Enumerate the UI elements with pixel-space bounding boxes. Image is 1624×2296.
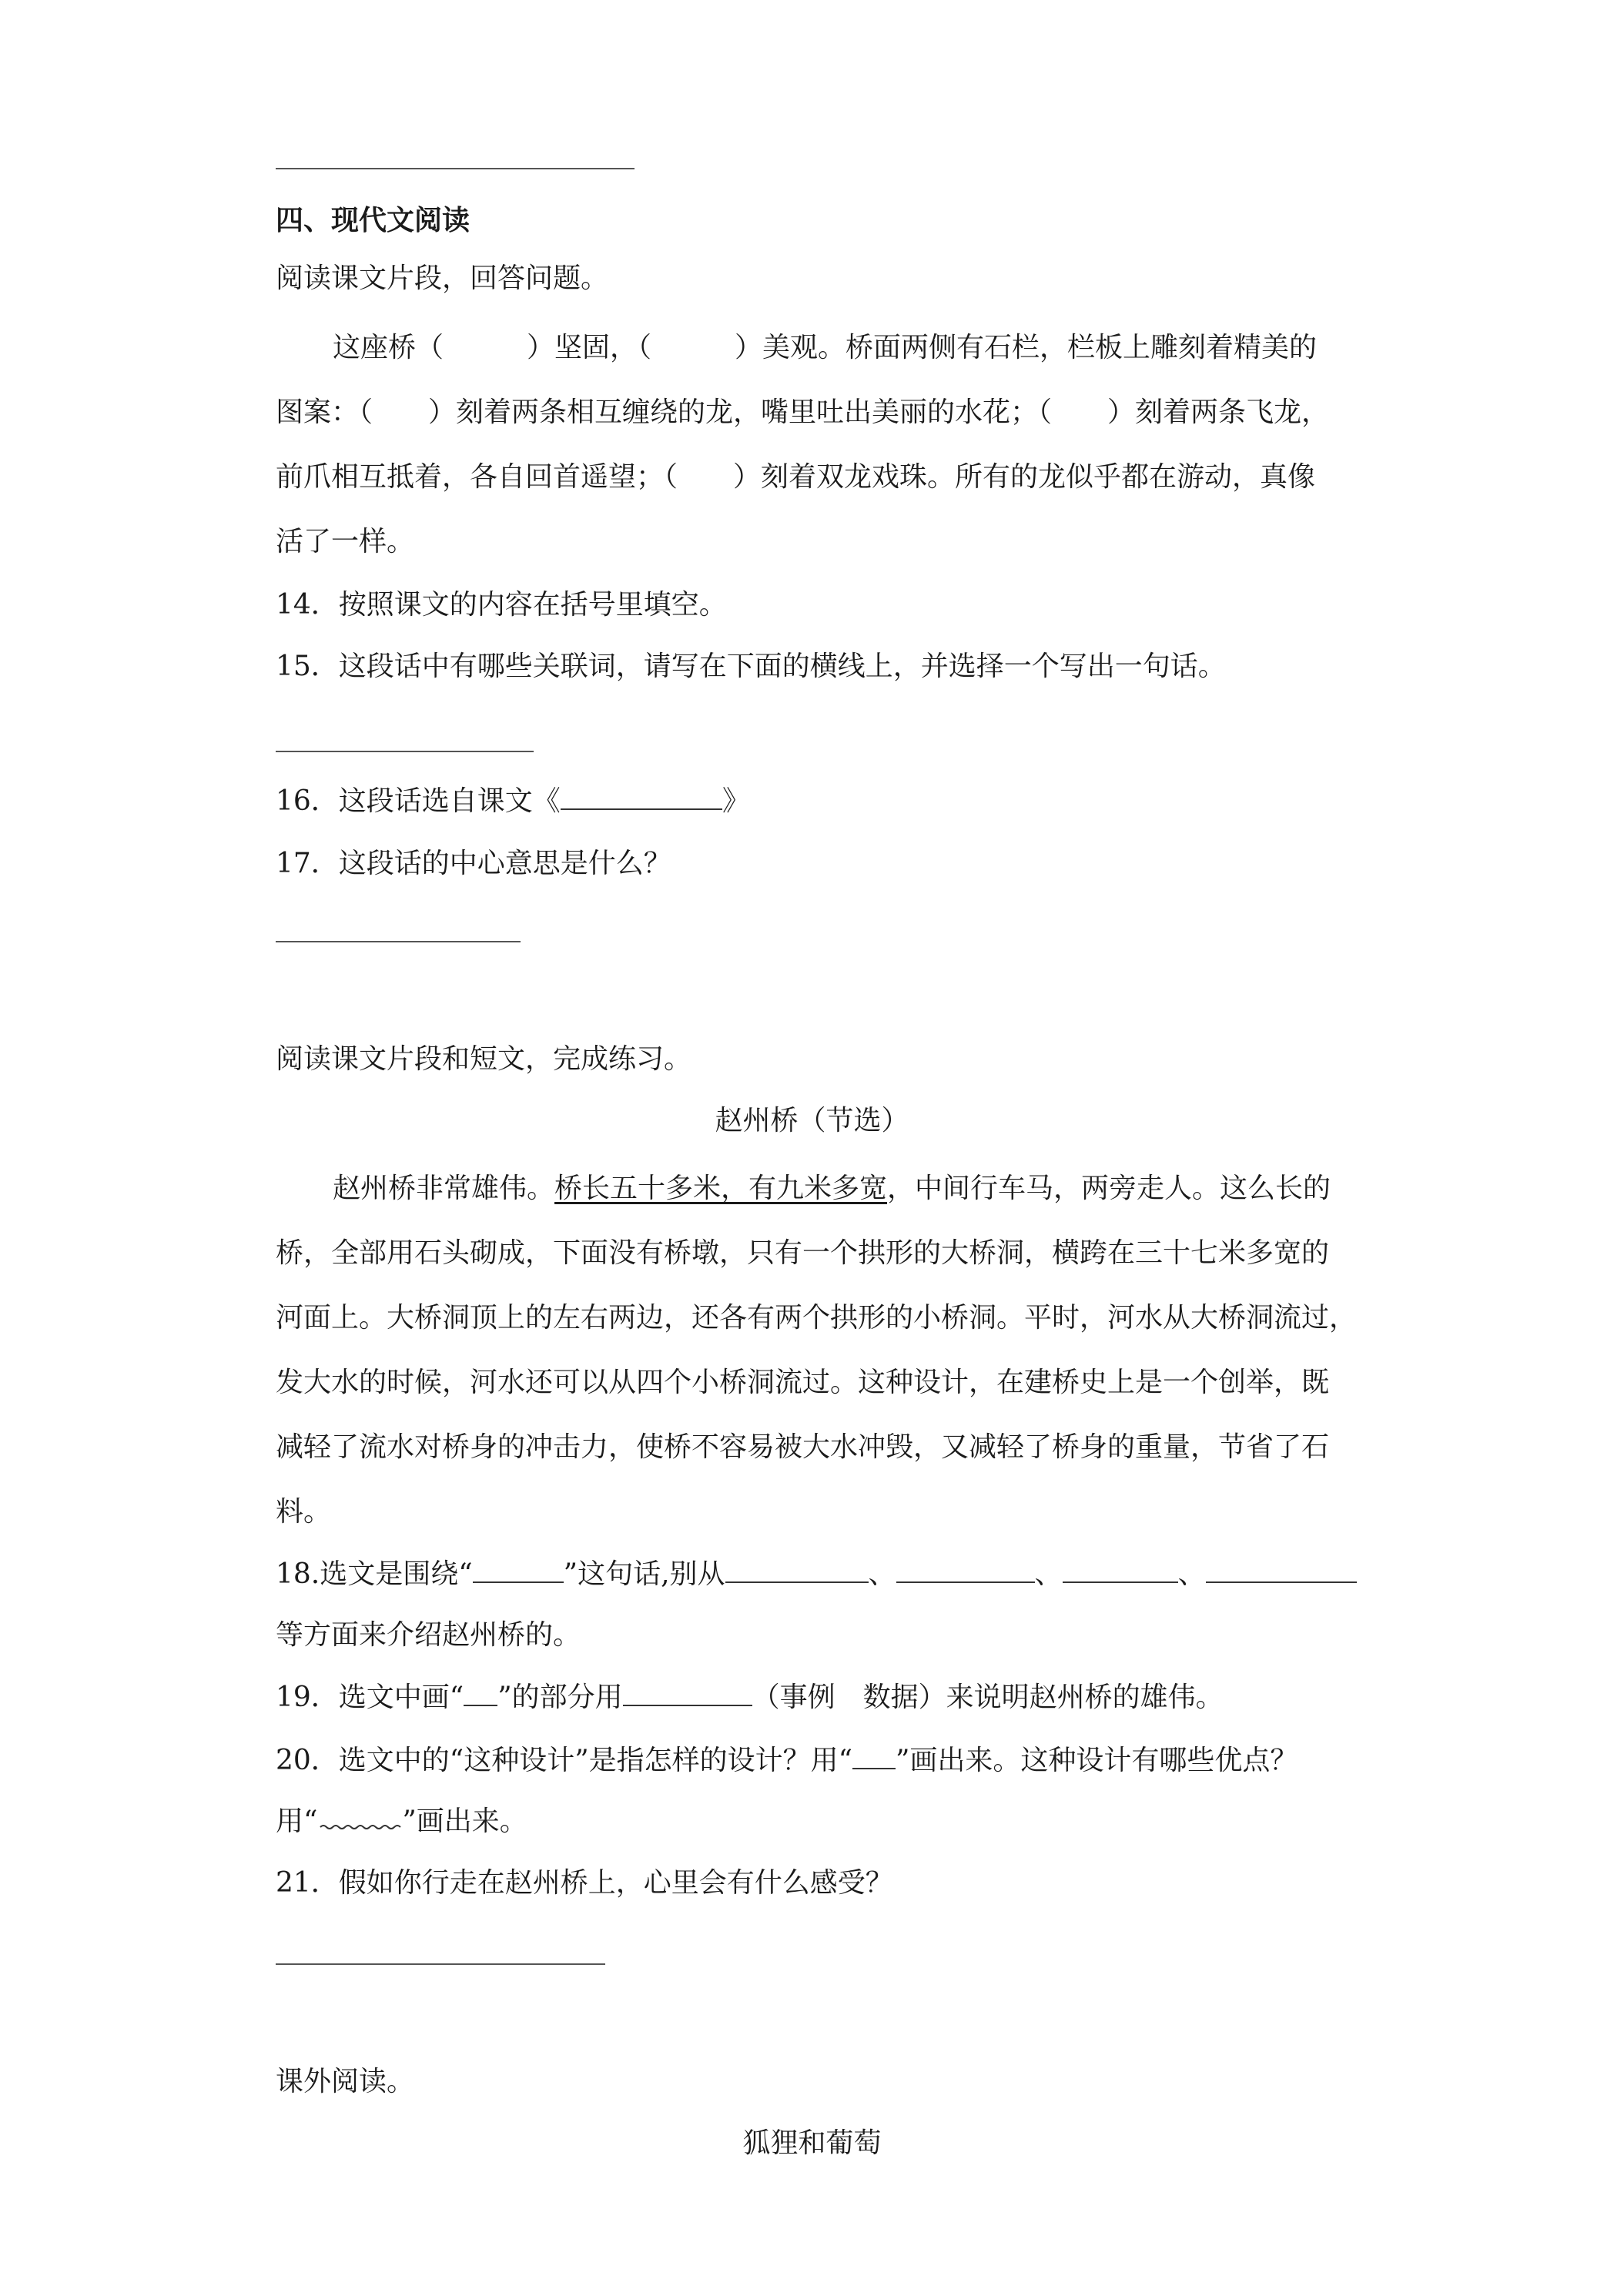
q18-sep-3: 、	[1177, 1558, 1206, 1590]
passage1-line-4: 活了一样。	[276, 526, 415, 557]
q18-blank-4[interactable]	[1206, 1555, 1357, 1583]
question-20-line-2	[276, 1803, 527, 1840]
question-18-line-2: 等方面来介绍赵州桥的。	[276, 1619, 581, 1651]
answer-line-q21[interactable]	[276, 1963, 605, 1965]
q19-blank[interactable]	[623, 1678, 752, 1706]
q18-blank-2[interactable]	[896, 1555, 1035, 1583]
passage2-title: 赵州桥（节选）	[715, 1105, 909, 1136]
q18-text-a: 18.选文是围绕“	[276, 1558, 473, 1590]
passage1-line-1: 这座桥（ ）坚固，（ ）美观。桥面两侧有石栏，栏板上雕刻着精美的	[333, 332, 1318, 363]
question-18	[276, 1555, 1357, 1593]
section-title: 四、现代文阅读	[276, 204, 470, 236]
passage2-line-1	[333, 1170, 1331, 1207]
passage1-instruction: 阅读课文片段，回答问题。	[276, 263, 609, 294]
q20-wavy-line-sample	[317, 1804, 402, 1830]
question-16	[276, 782, 750, 820]
q19-text-a: 19．选文中画“	[276, 1682, 464, 1713]
q20-text-c: 用“	[276, 1806, 318, 1837]
question-15: 15．这段话中有哪些关联词，请写在下面的横线上，并选择一个写出一句话。	[276, 651, 1226, 682]
question-14: 14．按照课文的内容在括号里填空。	[276, 589, 727, 621]
question-19	[276, 1678, 1224, 1716]
question-16-suffix: 》	[722, 785, 750, 817]
passage2-line-1-start: 赵州桥非常雄伟。	[333, 1173, 555, 1204]
q18-blank-1[interactable]	[725, 1555, 869, 1583]
q18-sep-1: 、	[868, 1558, 896, 1590]
q19-text-b: ”的部分用	[497, 1682, 623, 1713]
q19-text-c: （事例 数据）来说明赵州桥的雄伟。	[752, 1682, 1224, 1713]
q20-text-b: ”画出来。这种设计有哪些优点？	[896, 1745, 1298, 1776]
passage2-instruction: 阅读课文片段和短文，完成练习。	[276, 1043, 692, 1075]
q18-blank-3[interactable]	[1063, 1555, 1178, 1583]
passage1-line-2: 图案：（ ）刻着两条相互缠绕的龙，嘴里吐出美丽的水花；（ ）刻着两条飞龙，	[276, 397, 1330, 428]
answer-line-top	[276, 168, 635, 169]
answer-line-q17[interactable]	[276, 941, 521, 942]
q20-text-a: 20．选文中的“这种设计”是指怎样的设计？用“	[276, 1745, 853, 1776]
passage1-line-3: 前爪相互抵着，各自回首遥望；（ ）刻着双龙戏珠。所有的龙似乎都在游动，真像	[276, 461, 1316, 493]
passage3-instruction: 课外阅读。	[276, 2066, 415, 2097]
q19-underline-sample	[464, 1678, 497, 1706]
question-17: 17．这段话的中心意思是什么？	[276, 848, 671, 879]
passage2-line-6: 料。	[276, 1496, 332, 1528]
passage2-line-3: 河面上。大桥洞顶上的左右两边，还各有两个拱形的小桥洞。平时，河水从大桥洞流过，	[276, 1302, 1358, 1334]
passage2-line-4: 发大水的时候，河水还可以从四个小桥洞流过。这种设计，在建桥史上是一个创举，既	[276, 1367, 1330, 1398]
question-21: 21．假如你行走在赵州桥上，心里会有什么感受？	[276, 1867, 893, 1899]
q18-text-b: ”这句话,别从	[563, 1558, 725, 1590]
q20-text-d: ”画出来。	[402, 1806, 527, 1837]
q18-blank-sentence[interactable]	[473, 1555, 564, 1583]
question-20	[276, 1742, 1298, 1779]
passage2-line-2: 桥，全部用石头砌成，下面没有桥墩，只有一个拱形的大桥洞，横跨在三十七米多宽的	[276, 1237, 1330, 1269]
question-16-prefix: 16．这段话选自课文《	[276, 785, 561, 817]
passage3-title: 狐狸和葡萄	[742, 2127, 882, 2159]
passage2-underlined-data: 桥长五十多米，有九米多宽	[554, 1173, 888, 1204]
passage2-line-1-end: ，中间行车马，两旁走人。这么长的	[887, 1173, 1331, 1204]
q18-sep-2: 、	[1034, 1558, 1063, 1590]
answer-line-q15[interactable]	[276, 751, 534, 752]
q20-straight-line-sample	[852, 1742, 896, 1769]
q16-blank[interactable]	[561, 782, 722, 810]
passage2-line-5: 减轻了流水对桥身的冲击力，使桥不容易被大水冲毁，又减轻了桥身的重量，节省了石	[276, 1431, 1330, 1463]
